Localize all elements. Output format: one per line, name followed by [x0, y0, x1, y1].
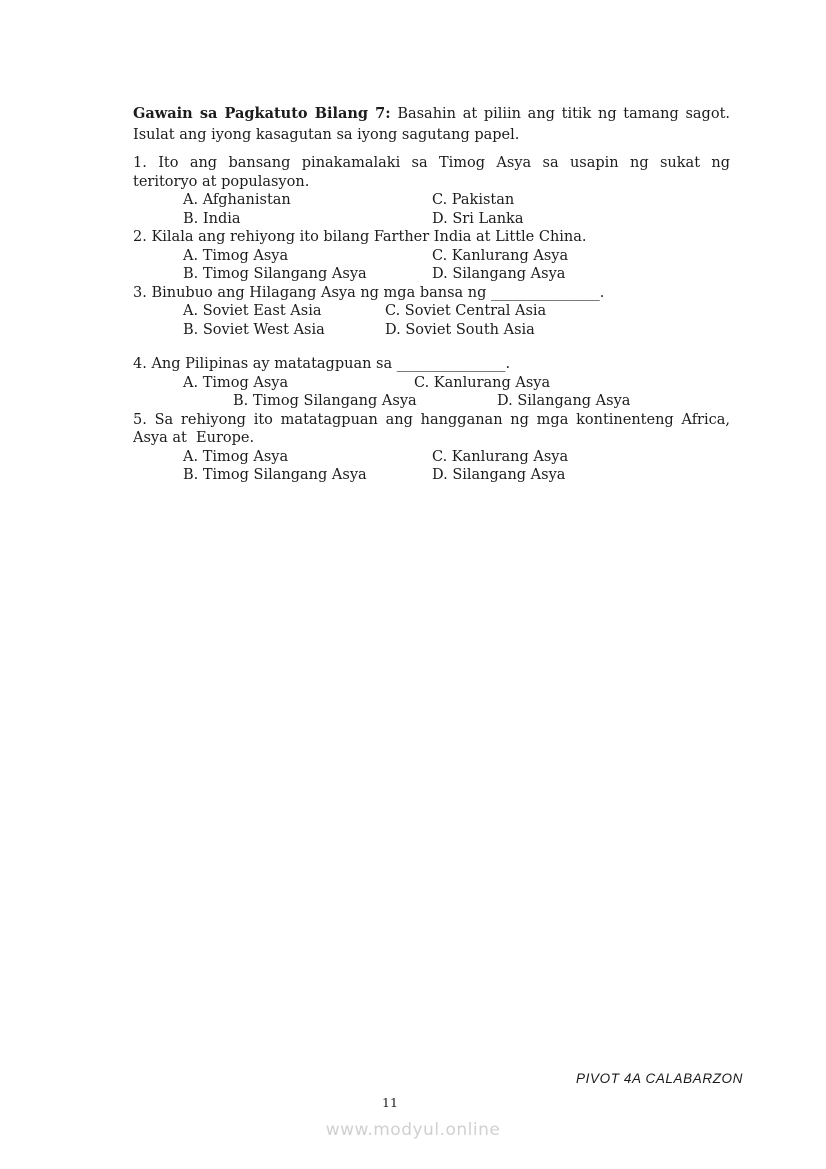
question-4-option-b: B. Timog Silangang Asya: [233, 393, 417, 409]
question-1-option-b: B. India: [183, 210, 241, 227]
question-5-options-row2: [133, 466, 730, 485]
question-3-option-c: C. Soviet Central Asia: [385, 303, 547, 319]
activity-instruction-line2: Isulat ang iyong kasagutan sa iyong sagutang papel.: [133, 127, 520, 143]
question-5-text-line1: 5. Sa rehiyong ito matatagpuan ang hangganan ng mga kontinenteng Africa,: [133, 411, 730, 428]
question-1: [133, 154, 730, 228]
question-1-options-row1: [133, 191, 730, 210]
question-3-options-row2: [133, 321, 730, 340]
question-4-option-d: D. Silangang Asya: [497, 393, 631, 409]
question-5-text-line2: Asya at Europe.: [133, 430, 255, 446]
question-1-options-row2: [133, 210, 730, 229]
question-4-options-row2: [133, 392, 730, 411]
question-4: [133, 355, 730, 411]
activity-heading: [133, 103, 730, 146]
question-2: [133, 228, 730, 284]
question-list: [133, 154, 730, 485]
activity-title-line: [133, 103, 730, 125]
worksheet-content: [133, 103, 730, 485]
question-5-option-d: D. Silangang Asya: [432, 467, 566, 483]
question-1-text-line2: teritoryo at populasyon.: [133, 173, 310, 190]
question-5: [133, 411, 730, 485]
question-3-text: 3. Binubuo ang Hilagang Asya ng mga bansa ng _______________.: [133, 284, 605, 301]
question-5-options-row1: [133, 448, 730, 467]
question-2-text: 2. Kilala ang rehiyong ito bilang Farther India at Little China.: [133, 229, 587, 245]
question-2-options-row2: [133, 265, 730, 284]
activity-instruction: Basahin at piliin ang titik ng tamang sagot.: [397, 106, 731, 122]
question-4-options-row1: [133, 374, 730, 393]
watermark-text: www.modyul.online: [325, 1120, 501, 1140]
question-5-option-b: B. Timog Silangang Asya: [183, 467, 367, 483]
question-4-option-c: C. Kanlurang Asya: [414, 374, 551, 391]
question-3-option-a: A. Soviet East Asia: [183, 303, 322, 319]
footer-brand-text: PIVOT 4A CALABARZON: [576, 1071, 743, 1086]
question-3-option-d: D. Soviet South Asia: [385, 321, 535, 338]
question-4-text: 4. Ang Pilipinas ay matatagpuan sa _______________.: [133, 356, 511, 372]
question-5-option-c: C. Kanlurang Asya: [432, 448, 569, 465]
question-2-option-c: C. Kanlurang Asya: [432, 247, 569, 264]
question-3-option-b: B. Soviet West Asia: [183, 321, 325, 338]
question-3: [133, 284, 730, 340]
question-4-option-a: A. Timog Asya: [183, 374, 289, 391]
question-2-option-d: D. Silangang Asya: [432, 266, 566, 282]
page-number: 11: [382, 1095, 398, 1110]
blank-line-spacer: [133, 339, 730, 355]
question-1-text-line1: 1. Ito ang bansang pinakamalaki sa Timog Asya sa usapin ng sukat ng: [133, 155, 730, 171]
question-5-option-a: A. Timog Asya: [183, 448, 289, 465]
question-1-option-d: D. Sri Lanka: [432, 210, 524, 227]
question-2-option-b: B. Timog Silangang Asya: [183, 266, 367, 282]
question-1-option-a: A. Afghanistan: [183, 192, 291, 208]
question-2-options-row1: [133, 247, 730, 266]
question-2-option-a: A. Timog Asya: [183, 247, 289, 264]
activity-title: Gawain sa Pagkatuto Bilang 7:: [133, 105, 391, 122]
question-1-option-c: C. Pakistan: [432, 192, 515, 208]
question-3-options-row1: [133, 302, 730, 321]
